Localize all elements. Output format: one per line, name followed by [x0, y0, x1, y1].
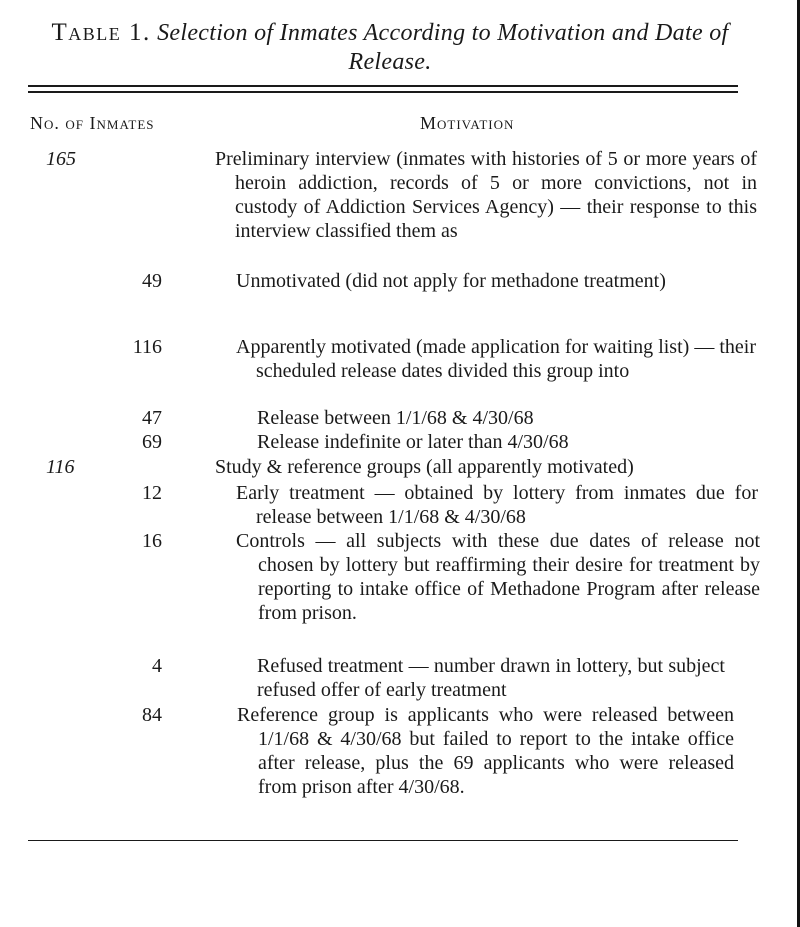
count-cell: 12 [142, 482, 162, 504]
table-label: Table 1. [51, 19, 151, 46]
col-header-count: No. of Inmates [30, 113, 155, 133]
motivation-cell: Early treatment — obtained by lottery from inmates due for release between 1/1/68 & 4/30/68 [236, 482, 758, 528]
count-cell: 47 [142, 407, 162, 429]
motivation-cell: Refused treatment — number drawn in lottery, but subject refused offer of early treatment [257, 655, 725, 701]
count-cell: 116 [46, 456, 75, 478]
motivation-cell: Preliminary interview (inmates with histories of 5 or more years of heroin addiction, records of 5 or more convictions, not in custody of Addiction Services Agency) — their response to this interview classified them as [215, 148, 757, 242]
count-cell: 69 [142, 431, 162, 453]
count-cell: 84 [142, 704, 162, 726]
count-cell: 165 [46, 148, 76, 170]
top-rule [28, 85, 738, 87]
bottom-rule [28, 840, 738, 841]
motivation-cell: Unmotivated (did not apply for methadone treatment) [236, 270, 666, 292]
count-cell: 49 [142, 270, 162, 292]
motivation-cell: Study & reference groups (all apparently motivated) [215, 456, 634, 478]
count-cell: 116 [132, 336, 162, 358]
motivation-cell: Controls — all subjects with these due dates of release not chosen by lottery but reaffirming their desire for treatment by reporting to intake office of Methadone Program after release from prison. [236, 530, 760, 624]
motivation-cell: Release indefinite or later than 4/30/68 [257, 431, 569, 453]
motivation-cell: Reference group is applicants who were released between 1/1/68 & 4/30/68 but failed to report to the intake office after release, plus the 69 applicants who were released from prison after 4/30/68. [237, 704, 734, 798]
count-cell: 4 [152, 655, 162, 677]
motivation-cell: Release between 1/1/68 & 4/30/68 [257, 407, 534, 429]
top-rule-double [28, 91, 738, 93]
count-cell: 16 [142, 530, 162, 552]
table-caption: Selection of Inmates According to Motivation and Date of Release. [157, 20, 729, 75]
motivation-cell: Apparently motivated (made application for waiting list) — their scheduled release dates divided this group into [236, 336, 756, 382]
col-header-motivation: Motivation [420, 113, 515, 133]
table-title [20, 18, 760, 77]
